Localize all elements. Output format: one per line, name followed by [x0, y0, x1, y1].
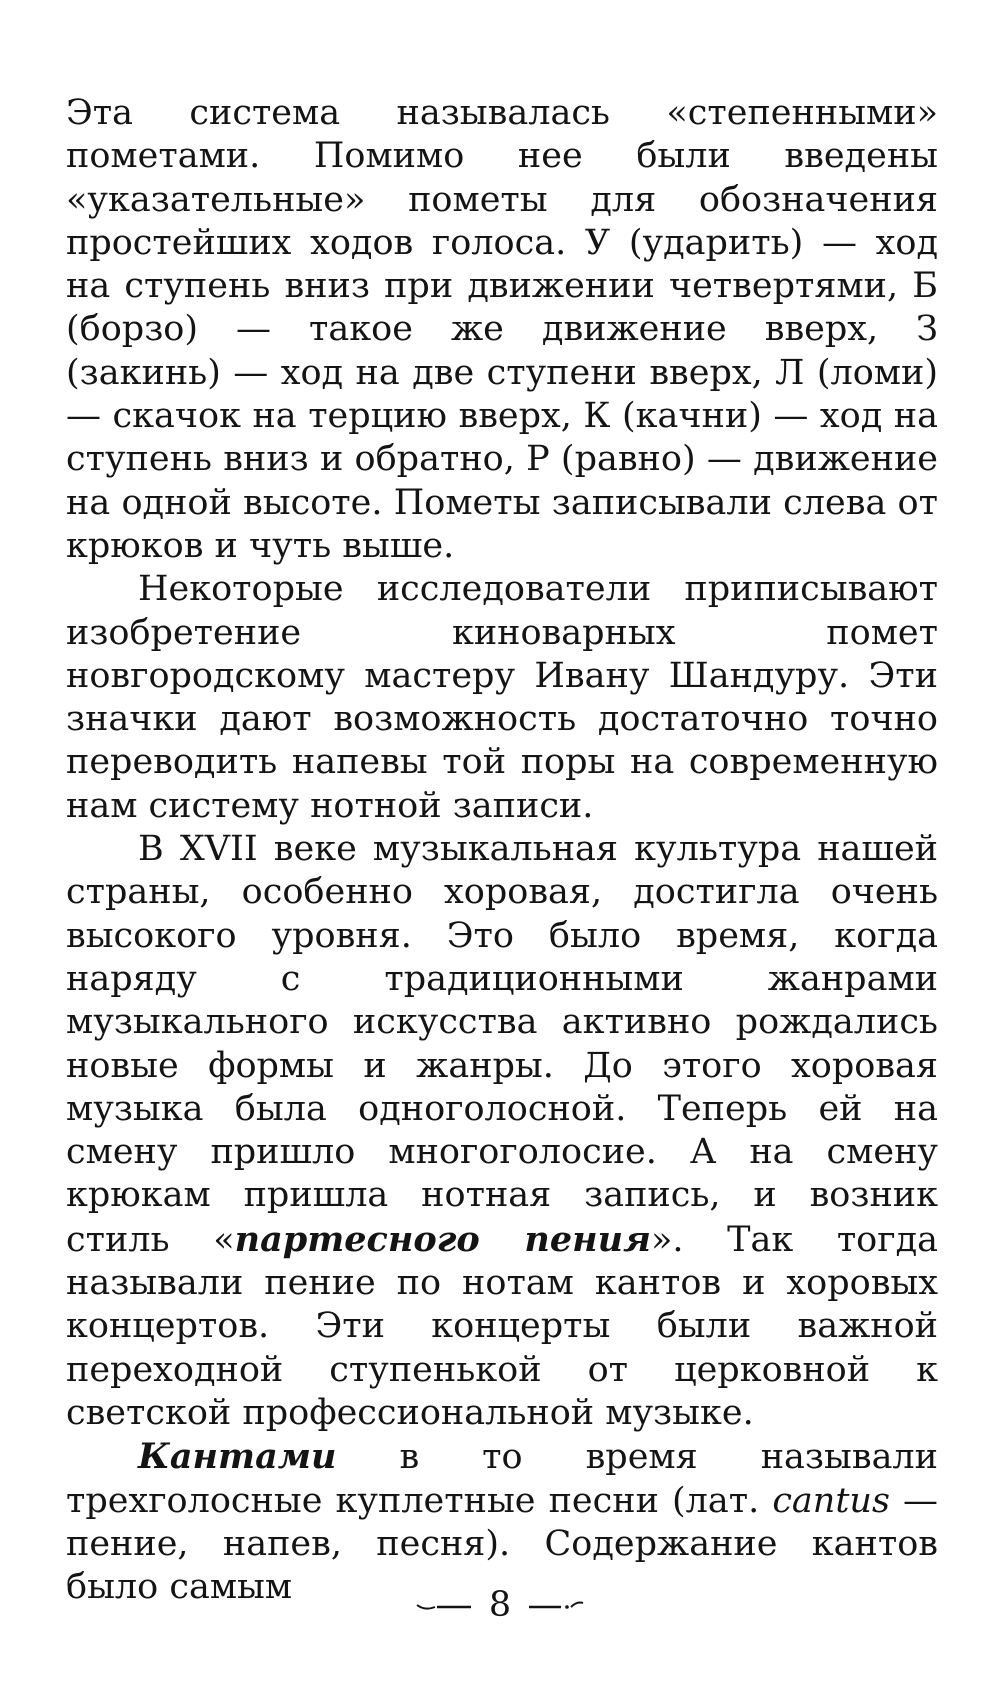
term-partesnoe-penie: партесного пения: [234, 1218, 651, 1260]
right-ornament-icon: [525, 1595, 585, 1615]
paragraph-1: Эта система называлась «степенными» пометами. Помимо нее были введены «указательные» пометы для обозначения простейших ходов голоса. У (ударить) — ход на ступень вниз при движении четвертями, Б (борзо) — такое же движение вверх, З (закинь) — ход на две ступени вверх, Л (ломи) — скачок на терцию вверх, К (качни) — ход на ступень вниз и обратно, Р (равно) — движение на одной высоте. Пометы записывали слева от крюков и чуть выше.: [66, 93, 938, 566]
term-kanty: Кантами: [138, 1436, 337, 1478]
page-body: [66, 92, 938, 1609]
paragraph-2: Некоторые исследователи приписывают изобретение киноварных помет новгородскому мастеру Ивану Шандуру. Эти значки дают возможность достаточно точно переводить напевы той поры на современную нам систему нотной записи.: [66, 569, 938, 826]
paragraph-4-text-before: в то время называли трехголосные куплетные песни (лат.: [66, 1437, 938, 1521]
left-ornament-icon: [415, 1595, 475, 1615]
paragraph-3-text-before: В XVII веке музыкальная культура нашей страны, особенно хоровая, достигла очень высокого уровня. Это было время, когда наряду с традиционными жанрами музыкального искусства активно рождались новые формы и жанры. До этого хоровая музыка была одноголосной. Теперь ей на смену пришло многоголосие. А на смену крюкам пришла нотная запись, и возник стиль «: [66, 829, 938, 1260]
page-number: 8: [488, 1585, 512, 1625]
latin-word-cantus: cantus: [772, 1480, 890, 1521]
page-footer: [0, 1580, 1000, 1630]
paragraph-4-text-after: — пение, напев, песня). Содержание кантов было самым: [66, 1480, 938, 1608]
paragraph-3: [66, 828, 938, 1435]
paragraph-3-text-after: ». Так тогда называли пение по нотам кантов и хоровых концертов. Эти концерты были важной переходной ступенькой от церковной к светской профессиональной музыке.: [66, 1219, 939, 1433]
